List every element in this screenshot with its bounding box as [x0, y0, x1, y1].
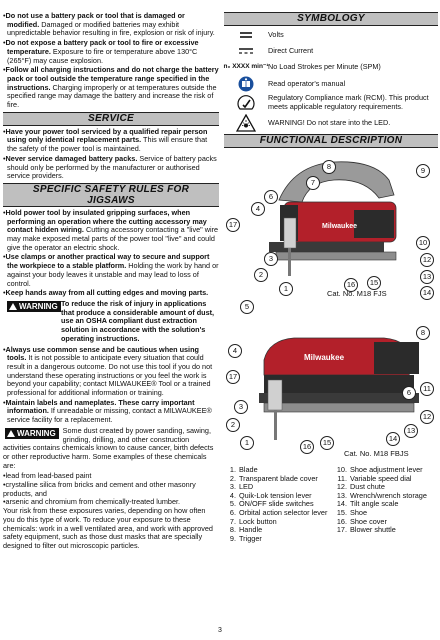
read-manual-icon — [224, 76, 268, 92]
list-item: 7. Lock button — [229, 516, 277, 526]
list-item: 4. Quik-Lok tension lever — [229, 490, 312, 500]
bullet-common-sense: •Always use common sense and be cautious when using tools. It is not possible to anticipate every situation that could result in a dangerous outcome. Do not use this tool if you do not understand these operating instructions or you feel the work is beyond your capability; contact MILWAUKEE® Tool or a trained professional for additional information or training. — [3, 344, 213, 398]
warning-dust-extraction — [3, 300, 219, 344]
symbol-row-manual — [224, 76, 438, 92]
parts-list — [224, 466, 438, 543]
callout-9: 9 — [416, 164, 430, 178]
list-item: 10. Shoe adjustment lever — [336, 465, 423, 474]
symbol-row-led — [224, 114, 438, 132]
warning-label: WARNING — [17, 428, 56, 438]
specific-safety-heading-line2: JIGSAWS — [87, 194, 135, 206]
warning-label: WARNING — [19, 301, 58, 311]
callout-13: 13 — [404, 424, 418, 438]
right-column — [224, 12, 438, 543]
callout-8: 8 — [416, 326, 430, 340]
service-heading: SERVICE — [3, 112, 219, 126]
callout-16: 16 — [344, 278, 358, 292]
list-item: 15. Shoe — [336, 507, 368, 517]
callout-3: 3 — [264, 252, 278, 266]
parts-list-col1 — [224, 466, 332, 543]
callout-2: 2 — [254, 268, 268, 282]
brand-text-fjs: Milwaukee — [322, 223, 358, 230]
callout-15: 15 — [367, 276, 381, 290]
callout-12: 12 — [420, 410, 434, 424]
symbol-label: Direct Current — [268, 45, 314, 55]
brand-text-fbjs: Milwaukee — [304, 353, 345, 362]
callout-14: 14 — [386, 432, 400, 446]
specific-safety-heading — [3, 183, 219, 207]
symbol-row-volts — [224, 28, 438, 42]
callout-5: 5 — [240, 300, 254, 314]
callout-11: 11 — [420, 382, 434, 396]
figure-m18-fjs — [224, 150, 438, 296]
callout-13: 13 — [420, 270, 434, 284]
list-item: 12. Dust chute — [336, 482, 385, 492]
callout-6: 6 — [402, 386, 416, 400]
chem-item: •crystalline silica from bricks and cement and other masonry products, and — [3, 480, 196, 498]
list-item: 6. Orbital action selector lever — [229, 507, 328, 517]
warning-triangle-icon — [7, 430, 15, 437]
warning-chemicals — [3, 427, 219, 471]
callout-7: 7 — [306, 176, 320, 190]
callout-1: 1 — [279, 282, 293, 296]
direct-current-icon — [224, 47, 268, 55]
warning-badge-2 — [5, 428, 59, 439]
chem-list — [3, 472, 219, 507]
callout-17: 17 — [226, 370, 240, 384]
list-item: 2. Transparent blade cover — [229, 473, 318, 483]
callout-4: 4 — [228, 344, 242, 358]
specific-safety-heading-line1: SPECIFIC SAFETY RULES FOR — [32, 183, 190, 195]
callout-15: 15 — [320, 436, 334, 450]
left-column — [3, 12, 219, 551]
callout-16: 16 — [300, 440, 314, 454]
rcm-icon — [224, 94, 268, 112]
callout-3: 3 — [234, 400, 248, 414]
bullet-fire-temperature: •Do not expose a battery pack or tool to fire or excessive temperature. Exposure to fire or temperature above 130°C (265°F) may cause explosion. — [3, 38, 199, 65]
cat-no-fbjs: Cat. No. M18 FBJS — [344, 449, 409, 458]
chem-item: •lead from lead-based paint — [3, 471, 92, 481]
list-item: 1. Blade — [229, 465, 258, 474]
symbol-row-rcm — [224, 94, 438, 112]
callout-10: 10 — [416, 236, 430, 250]
warning-triangle-icon — [9, 303, 17, 310]
list-item: 11. Variable speed dial — [337, 473, 412, 483]
list-item: 17. Blower shuttle — [336, 525, 396, 535]
bullet-service-qualified: •Have your power tool serviced by a qualified repair person using only identical replacement parts. This will ensure that the safety of the power tool is maintained. — [3, 126, 208, 154]
list-item: 16. Shoe cover — [336, 516, 387, 526]
callout-2: 2 — [226, 418, 240, 432]
figure-m18-fbjs — [224, 300, 438, 462]
bullet-charging-instructions: •Follow all charging instructions and do not charge the battery pack or tool outside the temperature range specified in the instructions. Charging improperly or at temperatures outside the specified range may damage the battery and increase the risk of fire. — [3, 65, 219, 110]
list-item: 9. Trigger — [229, 533, 262, 543]
symbol-label: Read operator's manual — [268, 78, 346, 88]
led-warning-icon — [224, 114, 268, 132]
callout-4: 4 — [251, 202, 265, 216]
list-item: 5. ON/OFF slide switches — [229, 499, 314, 509]
symbol-label: Regulatory Compliance mark (RCM). This product meets applicable regulatory requirements. — [268, 93, 429, 111]
symbol-label: No Load Strokes per Minute (SPM) — [268, 61, 381, 71]
callout-8: 8 — [322, 160, 336, 174]
page-number: 3 — [218, 627, 222, 634]
symbol-row-spm — [224, 60, 438, 74]
symbol-label: Volts — [268, 29, 284, 39]
bullet-clamps: •Use clamps or another practical way to secure and support the workpiece to a stable platform. Holding the work by hand or against your body leaves it unstable and may lead to loss of control. — [3, 252, 219, 288]
callout-14: 14 — [420, 286, 434, 300]
symbology-heading: SYMBOLOGY — [224, 12, 438, 26]
bullet-maintain-labels: •Maintain labels and nameplates. These carry important information. If unreadable or missing, contact a MILWAUKEE® service facility for a replacement. — [3, 397, 212, 425]
bullet-damaged-battery: •Do not use a battery pack or tool that is damaged or modified. Damaged or modified batteries may exhibit unpredictable behavior resulting in fire, explosion or risk of injury. — [3, 11, 215, 38]
bullet-keep-hands: •Keep hands away from all cutting edges and moving parts. — [3, 288, 209, 298]
list-item: 13. Wrench/wrench storage — [336, 490, 427, 500]
callout-6: 6 — [264, 190, 278, 204]
parts-list-col2 — [332, 466, 438, 543]
list-item: 3. LED — [229, 482, 254, 492]
list-item: 14. Tilt angle scale — [336, 499, 399, 509]
symbol-label: WARNING! Do not stare into the LED. — [268, 117, 391, 127]
chem-item: •arsenic and chromium from chemically-treated lumber. — [3, 497, 181, 507]
list-item: 8. Handle — [229, 525, 263, 535]
functional-description-heading: FUNCTIONAL DESCRIPTION — [224, 134, 438, 148]
warning-badge — [7, 301, 61, 312]
callout-1: 1 — [240, 436, 254, 450]
warning-chemicals-text: Some dust created by power sanding, sawing, grinding, drilling, and other construction activities contains chemicals known to cause cancer, birth defects or other reproductive harm. Some examples of these chemicals are: — [3, 425, 214, 470]
closing-paragraph: Your risk from these exposures varies, depending on how often you do this type of work. To reduce your exposure to these chemicals: work in a well ventilated area, and work with approved safety equipment, such as those dust masks that are specially designed to filter out microscopic particles. — [3, 506, 213, 550]
symbol-row-dc — [224, 44, 438, 58]
spm-icon: n₀ XXXX min⁻¹ — [223, 62, 269, 70]
callout-12: 12 — [420, 253, 434, 267]
callout-17: 17 — [226, 218, 240, 232]
warning-dust-text: To reduce the risk of injury in applications that produce a considerable amount of dust, use an OSHA compliant dust extraction solution in accordance with the solution's operating instructions. — [61, 298, 215, 343]
bullet-service-battery: •Never service damaged battery packs. Service of battery packs should only be performed by the manufacturer or authorised service providers. — [3, 153, 217, 181]
bullet-insulated-grip: •Hold power tool by insulated gripping surfaces, when performing an operation where the cutting accessory may contact hidden wiring. Cutting accessory contacting a "live" wire may make exposed metal parts of the power tool "live" and could give the operator an electric shock. — [3, 207, 219, 252]
volts-icon — [224, 31, 268, 39]
cat-no-fjs: Cat. No. M18 FJS — [327, 289, 387, 298]
